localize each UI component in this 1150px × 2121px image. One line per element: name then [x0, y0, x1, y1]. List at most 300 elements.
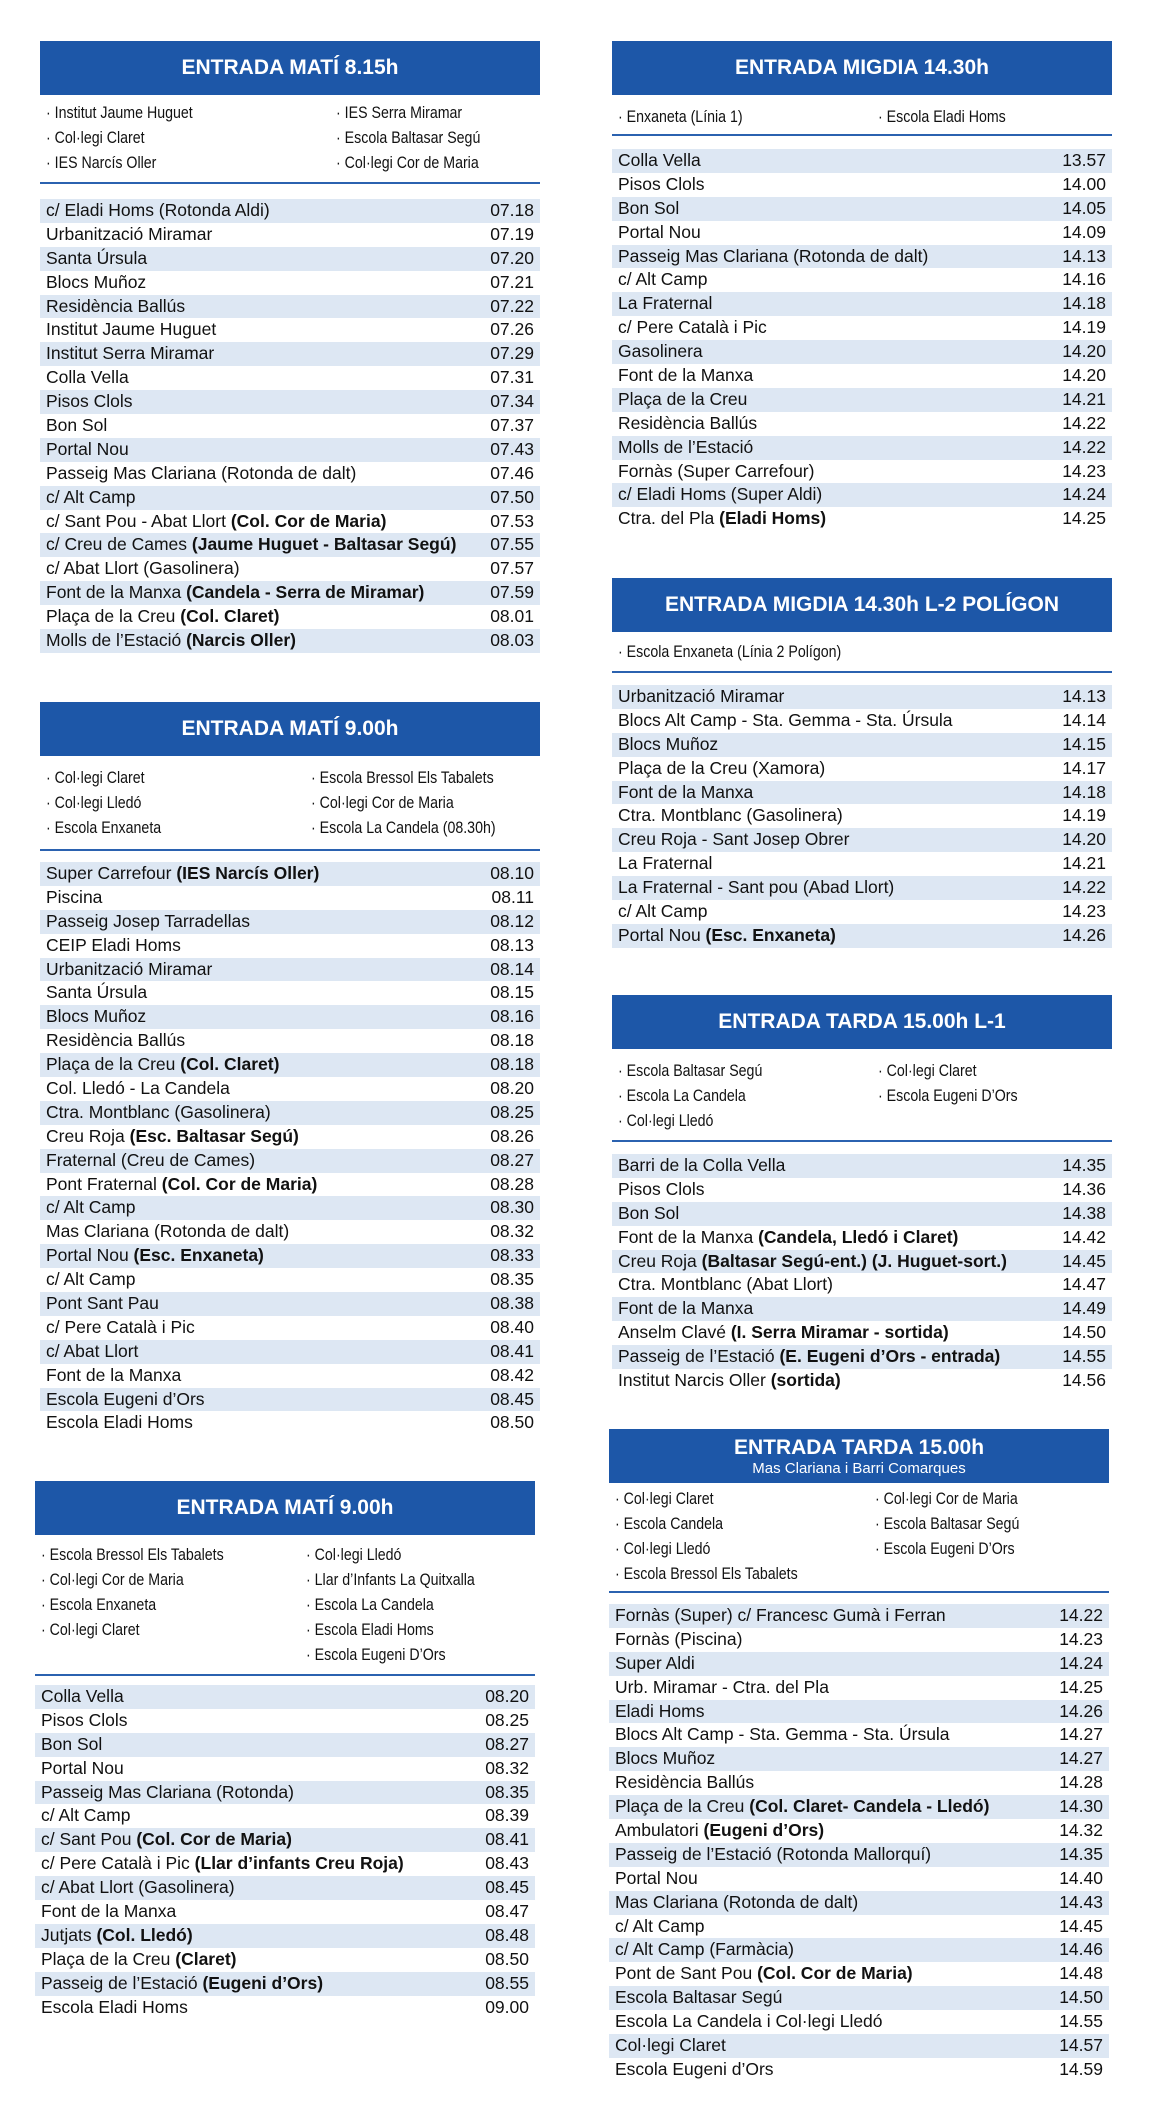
section-title: ENTRADA MIGDIA 14.30h L-2 POLÍGON: [612, 578, 1112, 632]
stop-name-text: Pont de Sant Pou: [615, 1963, 758, 1984]
stop-name: [618, 388, 747, 412]
stop-name: [618, 685, 784, 709]
stop-name-text: Super Aldi: [615, 1652, 695, 1673]
school-item: · IES Serra Miramar: [336, 104, 463, 122]
stop-time: 14.22: [1062, 412, 1106, 433]
stop-name-text: c/ Alt Camp: [618, 901, 708, 922]
stop-name-text: La Fraternal: [618, 853, 713, 874]
stop-name: [46, 1244, 264, 1268]
stop-time: 08.25: [485, 1709, 529, 1730]
stop-school-note: (Col. Cor de Maria): [757, 1963, 913, 1984]
stop-row: [609, 1915, 1109, 1939]
stop-row: [609, 1604, 1109, 1628]
stop-name: [46, 271, 146, 295]
stop-row: [40, 934, 540, 958]
school-list: [35, 1535, 535, 1676]
stop-name: [618, 876, 894, 900]
school-item: · Escola Enxaneta (Línia 2 Polígon): [618, 643, 842, 661]
stop-name-text: Font de la Manxa: [618, 1226, 759, 1247]
stop-row: [35, 1852, 535, 1876]
stop-school-note: (Col. Cor de Maria): [161, 1173, 318, 1194]
school-item: · Escola Bressol Els Tabalets: [311, 769, 494, 787]
stop-time: 14.48: [1059, 1963, 1103, 1984]
stop-name: [615, 1604, 946, 1628]
stop-school-note: (Eugeni d’Ors): [703, 1820, 825, 1841]
stop-name-text: Pisos Clols: [46, 391, 133, 412]
stop-name-text: c/ Sant Pou: [41, 1829, 137, 1850]
stop-school-note: (Col. Cor de Maria): [136, 1829, 292, 1850]
stop-name-text: Escola Eladi Homs: [41, 1996, 188, 2017]
stop-row: [612, 292, 1112, 316]
stop-name: [618, 460, 814, 484]
stop-name: [618, 1226, 958, 1250]
stop-time: 14.57: [1059, 2035, 1103, 2056]
stop-name: [618, 197, 679, 221]
stop-name: [46, 438, 129, 462]
stop-time: 08.18: [490, 1054, 534, 1075]
stop-row: [40, 1196, 540, 1220]
stop-name: [41, 1781, 294, 1805]
stop-name: [618, 852, 712, 876]
stop-name: [618, 1154, 785, 1178]
stop-school-note: (sortida): [770, 1370, 841, 1391]
school-item: · Escola Baltasar Segú: [336, 129, 481, 147]
stop-row: [609, 1628, 1109, 1652]
stop-name-text: Bon Sol: [41, 1733, 103, 1754]
stop-name-text: Font de la Manxa: [618, 781, 754, 802]
school-item: · Escola Enxaneta: [41, 1596, 157, 1614]
stop-name-text: Plaça de la Creu (Xamora): [618, 757, 826, 778]
stop-name-text: Barri de la Colla Vella: [618, 1155, 786, 1175]
stop-name: [41, 1828, 292, 1852]
stop-row: [612, 1250, 1112, 1274]
stop-name: [615, 1867, 698, 1891]
stop-time: 14.09: [1062, 221, 1106, 242]
stop-name: [618, 364, 753, 388]
stop-name-text: Font de la Manxa: [618, 1298, 754, 1319]
stop-name: [46, 1196, 135, 1220]
stop-row: [35, 1948, 535, 1972]
stop-name-text: Bon Sol: [618, 1202, 680, 1223]
stop-name: [615, 1652, 695, 1676]
school-item: · Escola Eladi Homs: [878, 108, 1006, 126]
stop-time: 14.27: [1059, 1724, 1103, 1745]
stop-row: [40, 223, 540, 247]
stop-name-text: Residència Ballús: [46, 1030, 186, 1051]
stop-time: 07.55: [490, 534, 534, 555]
stop-row: [40, 199, 540, 223]
school-list: [612, 632, 1112, 673]
stop-row: [40, 342, 540, 366]
stop-name: [618, 804, 843, 828]
stop-row: [40, 438, 540, 462]
stop-row: [40, 1411, 540, 1435]
stop-name: [618, 412, 757, 436]
section-title: ENTRADA TARDA 15.00h L-1: [612, 995, 1112, 1049]
stop-name-text: Fornàs (Piscina): [615, 1628, 743, 1649]
stop-name-text: Portal Nou: [46, 438, 129, 459]
stop-time: 07.34: [490, 391, 534, 412]
stop-name-text: Font de la Manxa: [41, 1901, 177, 1922]
stop-time: 14.16: [1062, 269, 1106, 290]
stop-name-text: Portal Nou: [618, 221, 701, 242]
stop-name-text: c/ Pere Català i Pic: [41, 1853, 195, 1874]
stop-row: [40, 271, 540, 295]
stop-row: [40, 533, 540, 557]
stop-name: [41, 1709, 128, 1733]
school-item: · Enxaneta (Línia 1): [618, 108, 743, 126]
stop-time: 07.50: [490, 486, 534, 507]
stop-time: 14.23: [1062, 460, 1106, 481]
school-item: · Col·legi Lledó: [306, 1546, 402, 1564]
stop-name-text: Plaça de la Creu: [615, 1796, 750, 1817]
school-item: · Col·legi Claret: [41, 1621, 140, 1639]
stop-name-text: Passeig de l’Estació: [618, 1346, 780, 1367]
stop-name-text: Eladi Homs: [615, 1700, 705, 1721]
stop-time: 14.13: [1062, 245, 1106, 266]
stop-name: [618, 828, 850, 852]
stop-time: 14.17: [1062, 757, 1106, 778]
stop-time: 14.25: [1062, 508, 1106, 529]
stop-name: [618, 316, 767, 340]
stop-name: [46, 581, 424, 605]
stop-time: 08.12: [490, 910, 534, 931]
stop-row: [612, 412, 1112, 436]
stop-time: 08.50: [490, 1412, 534, 1433]
stop-row: [612, 388, 1112, 412]
stop-row: [40, 557, 540, 581]
stop-name: [618, 483, 822, 507]
stop-name-text: Anselm Clavé: [618, 1322, 731, 1343]
stop-name: [41, 1948, 237, 1972]
stop-time: 14.49: [1062, 1298, 1106, 1319]
stop-time: 08.45: [490, 1388, 534, 1409]
stop-name-text: c/ Alt Camp: [41, 1805, 131, 1826]
stop-name: [46, 1053, 279, 1077]
stop-name-text: Blocs Muñoz: [46, 271, 147, 292]
stop-name-text: c/ Pere Català i Pic: [618, 317, 767, 338]
stop-name-text: Passeig Mas Clariana (Rotonda de dalt): [618, 245, 929, 266]
stop-name-text: c/ Alt Camp: [615, 1915, 705, 1936]
stop-row: [40, 247, 540, 271]
stop-name: [618, 340, 703, 364]
stop-row: [612, 733, 1112, 757]
stop-school-note: (Col. Claret): [180, 1054, 280, 1075]
stop-name-text: Creu Roja: [618, 1250, 702, 1271]
stop-row: [35, 1757, 535, 1781]
stop-row: [612, 340, 1112, 364]
stop-row: [35, 1828, 535, 1852]
stop-row: [35, 1804, 535, 1828]
stop-time: 14.22: [1059, 1605, 1103, 1625]
stop-name-text: Escola La Candela i Col·legi Lledó: [615, 2011, 883, 2032]
stop-name: [46, 1388, 205, 1412]
stop-name: [46, 199, 270, 223]
stop-name-text: Plaça de la Creu: [618, 388, 748, 409]
stop-name: [618, 709, 953, 733]
stop-row: [40, 629, 540, 653]
stop-time: 14.25: [1059, 1676, 1103, 1697]
stop-time: 08.35: [490, 1269, 534, 1290]
stop-name-text: Blocs Muñoz: [46, 1006, 147, 1027]
stop-time: 14.00: [1062, 173, 1106, 194]
stop-time: 08.48: [485, 1924, 529, 1945]
stop-time: 14.26: [1062, 924, 1106, 945]
stop-name-text: Col. Lledó - La Candela: [46, 1078, 230, 1099]
stop-row: [40, 958, 540, 982]
stop-time: 14.59: [1059, 2058, 1103, 2079]
stop-time: 08.30: [490, 1197, 534, 1218]
stop-name-text: Molls de l’Estació: [46, 630, 187, 651]
stop-name: [618, 268, 707, 292]
stop-row: [40, 295, 540, 319]
stop-name: [618, 1369, 841, 1393]
stop-time: 08.50: [485, 1948, 529, 1969]
stop-name: [618, 221, 701, 245]
stop-time: 08.14: [490, 958, 534, 979]
stop-name: [46, 629, 296, 653]
schedule-tarda-1500-l1: [612, 995, 1112, 1393]
stop-time: 14.13: [1062, 686, 1106, 706]
stop-row: [40, 581, 540, 605]
stop-row: [40, 910, 540, 934]
stop-name-text: Molls de l’Estació: [618, 436, 754, 457]
stop-name-text: Portal Nou: [618, 924, 706, 945]
stop-row: [40, 390, 540, 414]
stop-name: [46, 1149, 255, 1173]
stop-name-text: Passeig de l’Estació (Rotonda Mallorquí): [615, 1843, 932, 1864]
stop-row: [609, 2034, 1109, 2058]
stop-name-text: Super Carrefour: [46, 863, 177, 883]
stop-time: 14.40: [1059, 1867, 1103, 1888]
stop-time: 14.18: [1062, 293, 1106, 314]
stop-row: [612, 1369, 1112, 1393]
stop-name: [46, 934, 181, 958]
stop-name: [618, 1345, 1000, 1369]
school-item: [875, 1562, 1081, 1587]
stop-time: 13.57: [1062, 150, 1106, 170]
schedule-tarda-1500-mas-clariana: [609, 1429, 1109, 2082]
stop-name: [41, 1924, 193, 1948]
stop-name-text: c/ Abat Llort: [46, 1340, 139, 1361]
stop-time: 14.22: [1062, 436, 1106, 457]
stop-time: 08.32: [485, 1757, 529, 1778]
stop-name: [618, 292, 712, 316]
stop-row: [612, 924, 1112, 948]
stop-name-text: Piscina: [46, 886, 103, 907]
stop-row: [612, 900, 1112, 924]
school-item: · Escola Bressol Els Tabalets: [41, 1546, 224, 1564]
stop-time: 08.45: [485, 1877, 529, 1898]
stop-row: [40, 1340, 540, 1364]
stop-name-text: La Fraternal: [618, 293, 713, 314]
school-item: · Escola Eugeni D’Ors: [878, 1087, 1018, 1105]
stop-time: 14.47: [1062, 1274, 1106, 1295]
stop-school-note: (Claret): [175, 1948, 237, 1969]
stop-time: 07.22: [490, 295, 534, 316]
stop-time: 08.43: [485, 1853, 529, 1874]
stop-name-text: Ambulatori: [615, 1820, 704, 1841]
stop-name: [46, 1005, 146, 1029]
stop-row: [612, 197, 1112, 221]
school-item: · Escola La Candela: [618, 1087, 746, 1105]
school-item: · Escola Eugeni D’Ors: [306, 1646, 446, 1664]
stop-name-text: Residència Ballús: [615, 1772, 755, 1793]
stop-name: [41, 1972, 323, 1996]
stop-name-text: Escola Eladi Homs: [46, 1412, 193, 1433]
stop-school-note: (Eugeni d’Ors): [202, 1972, 324, 1993]
stop-row: [35, 1781, 535, 1805]
stop-time: 14.18: [1062, 781, 1106, 802]
stop-time: 14.32: [1059, 1820, 1103, 1841]
stop-name-text: c/ Alt Camp: [46, 486, 136, 507]
stop-time: 14.28: [1059, 1772, 1103, 1793]
stop-row: [612, 316, 1112, 340]
stop-name-text: Residència Ballús: [618, 412, 758, 433]
stop-school-note: (Esc. Enxaneta): [705, 924, 836, 945]
school-item: · Llar d’Infants La Quitxalla: [306, 1571, 475, 1589]
stop-name-text: Pont Fraternal: [46, 1173, 162, 1194]
stop-time: 08.35: [485, 1781, 529, 1802]
stop-row: [612, 245, 1112, 269]
stop-time: 14.27: [1059, 1748, 1103, 1769]
stop-name: [46, 1316, 195, 1340]
stop-name: [41, 1876, 235, 1900]
stop-name: [46, 557, 240, 581]
stop-row: [609, 1819, 1109, 1843]
stop-school-note: (Esc. Baltasar Segú): [129, 1125, 299, 1146]
stop-name-text: c/ Alt Camp: [46, 1197, 136, 1218]
stop-row: [609, 1700, 1109, 1724]
stop-name-text: Institut Jaume Huguet: [46, 319, 217, 340]
stop-name: [46, 1173, 317, 1197]
stop-name: [615, 1723, 950, 1747]
stop-school-note: (Jaume Huguet - Baltasar Segú): [191, 534, 457, 555]
stop-name-text: Colla Vella: [46, 367, 129, 388]
stop-name-text: Urbanització Miramar: [618, 686, 785, 706]
stops-table: [40, 199, 540, 653]
stop-row: [40, 462, 540, 486]
stop-name: [46, 510, 386, 534]
stop-time: 08.11: [491, 886, 534, 907]
stop-name-text: Santa Úrsula: [46, 982, 148, 1003]
stop-school-note: (Candela - Serra de Miramar): [186, 582, 425, 603]
stop-row: [35, 1900, 535, 1924]
stop-name: [615, 1962, 913, 1986]
stop-time: 14.15: [1062, 733, 1106, 754]
school-list: [40, 756, 540, 851]
stop-time: 14.20: [1062, 829, 1106, 850]
stop-time: 14.42: [1062, 1226, 1106, 1247]
stop-name-text: Pisos Clols: [41, 1709, 128, 1730]
stop-time: 14.23: [1062, 901, 1106, 922]
stop-time: 14.38: [1062, 1202, 1106, 1223]
school-item: · Col·legi Claret: [46, 129, 145, 147]
stop-name-text: c/ Eladi Homs (Rotonda Aldi): [46, 200, 270, 220]
stop-name-text: Ctra. Montblanc (Gasolinera): [46, 1101, 271, 1122]
stop-school-note: (Baltasar Segú-ent.) (J. Huguet-sort.): [701, 1250, 1007, 1271]
section-title: ENTRADA MIGDIA 14.30h: [612, 41, 1112, 95]
stop-time: 07.20: [490, 247, 534, 268]
stops-table: [40, 862, 540, 1435]
stop-name: [46, 1411, 193, 1435]
stop-name: [615, 1819, 824, 1843]
stop-school-note: (Col. Claret): [180, 606, 280, 627]
stop-row: [609, 1867, 1109, 1891]
stop-time: 14.35: [1059, 1843, 1103, 1864]
stop-name: [615, 1676, 829, 1700]
stop-time: 07.37: [490, 415, 534, 436]
stop-name: [41, 1757, 124, 1781]
school-item: · Escola Candela: [615, 1515, 724, 1533]
school-item: · Escola Baltasar Segú: [618, 1062, 763, 1080]
stop-name: [46, 486, 135, 510]
stop-name-text: Jutjats: [41, 1924, 97, 1945]
stop-name: [46, 1101, 271, 1125]
stop-name-text: Font de la Manxa: [618, 365, 754, 386]
stop-row: [612, 436, 1112, 460]
stop-row: [40, 1316, 540, 1340]
stop-name-text: La Fraternal - Sant pou (Abad Llort): [618, 877, 895, 898]
stop-name: [615, 2058, 774, 2082]
stop-name-text: Blocs Alt Camp - Sta. Gemma - Sta. Úrsula: [618, 709, 953, 730]
stop-row: [612, 685, 1112, 709]
stop-row: [609, 1747, 1109, 1771]
stop-name-text: Font de la Manxa: [46, 582, 187, 603]
stop-name-text: c/ Abat Llort (Gasolinera): [41, 1877, 235, 1898]
stop-name: [46, 462, 356, 486]
stop-row: [40, 1125, 540, 1149]
stop-row: [40, 886, 540, 910]
stop-school-note: (Col. Claret- Candela - Lledó): [749, 1796, 990, 1817]
stop-time: 14.24: [1062, 484, 1106, 505]
stop-name: [46, 981, 147, 1005]
stop-name-text: Portal Nou: [46, 1245, 134, 1266]
stop-name-text: Col·legi Claret: [615, 2035, 726, 2056]
stop-time: 14.21: [1062, 853, 1106, 874]
stop-time: 08.28: [490, 1173, 534, 1194]
stop-school-note: (IES Narcís Oller): [176, 863, 320, 883]
stop-row: [40, 1268, 540, 1292]
school-item: [41, 1643, 260, 1668]
stop-row: [40, 1292, 540, 1316]
stop-school-note: (Col. Lledó): [96, 1924, 193, 1945]
stop-name-text: Fornàs (Super Carrefour): [618, 460, 815, 481]
stop-time: 14.45: [1062, 1250, 1106, 1271]
stop-name-text: Ctra. Montblanc (Abat Llort): [618, 1274, 833, 1295]
stop-time: 14.30: [1059, 1796, 1103, 1817]
stop-name: [46, 1364, 181, 1388]
stop-school-note: (Narcis Oller): [186, 630, 296, 651]
schedule-mati-900-b: [35, 1481, 535, 2019]
stop-row: [612, 173, 1112, 197]
stop-name: [618, 245, 928, 269]
stop-name: [618, 1321, 949, 1345]
stop-name-text: Pisos Clols: [618, 1178, 705, 1199]
stop-row: [35, 1972, 535, 1996]
stops-table: [612, 1154, 1112, 1393]
stop-name-text: Ctra. del Pla: [618, 508, 720, 529]
stop-time: 14.36: [1062, 1178, 1106, 1199]
school-list: [40, 95, 540, 184]
stop-row: [40, 1149, 540, 1173]
stop-row: [40, 1388, 540, 1412]
stop-row: [40, 1173, 540, 1197]
school-item: · Escola Enxaneta: [46, 819, 162, 837]
stop-name-text: Passeig Mas Clariana (Rotonda de dalt): [46, 462, 357, 483]
stop-time: 07.31: [490, 367, 534, 388]
stop-name: [618, 173, 705, 197]
